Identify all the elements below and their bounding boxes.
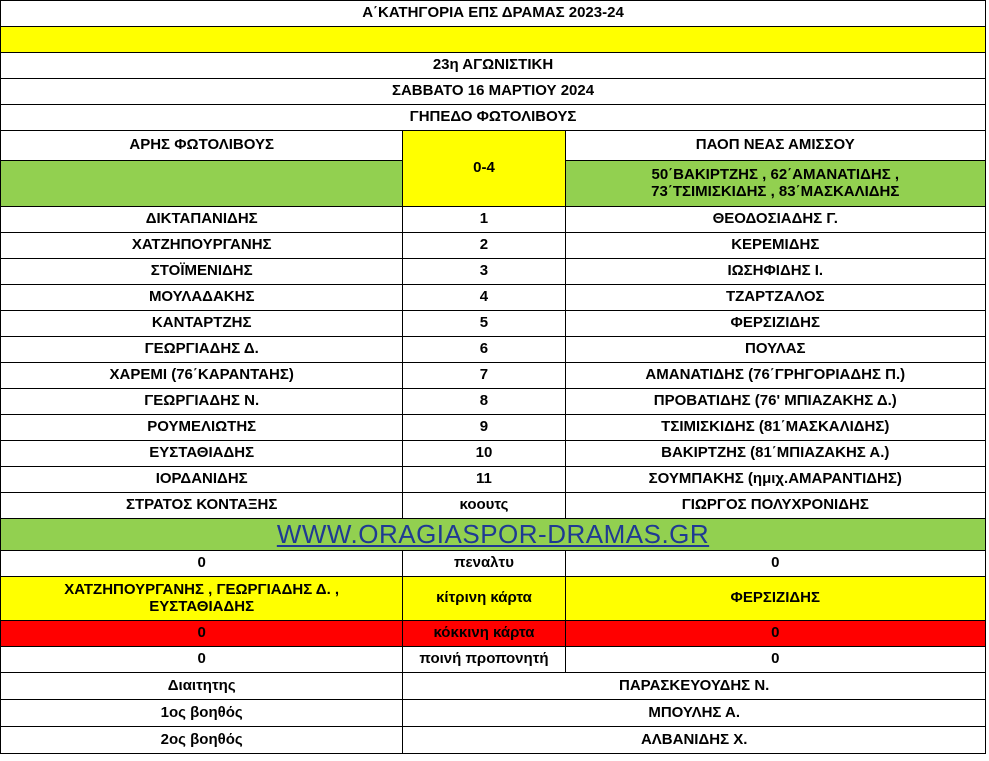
round-label: 23η ΑΓΩΝΙΣΤΙΚΗ — [1, 53, 986, 79]
home-red-cards: 0 — [1, 621, 403, 647]
website-banner — [1, 519, 986, 551]
away-player: ΤΣΙΜΙΣΚΙΔΗΣ (81΄ΜΑΣΚΑΛΙΔΗΣ) — [565, 415, 985, 441]
home-player: ΜΟΥΛΑΔΑΚΗΣ — [1, 285, 403, 311]
red-card-row — [1, 621, 986, 647]
away-coach: ΓΙΩΡΓΟΣ ΠΟΛΥΧΡΟΝΙΔΗΣ — [565, 493, 985, 519]
away-scorers — [565, 161, 985, 207]
official-row — [1, 727, 986, 754]
shirt-number: 4 — [403, 285, 565, 311]
home-yellow-cards-line-2: ΕΥΣΤΑΘΙΑΔΗΣ — [149, 597, 255, 615]
home-player: ΧΑΤΖΗΠΟΥΡΓΑΝΗΣ — [1, 233, 403, 259]
away-player: ΠΡΟΒΑΤΙΔΗΣ (76' ΜΠΙΑΖΑΚΗΣ Δ.) — [565, 389, 985, 415]
lineup-row — [1, 337, 986, 363]
lineup-row — [1, 207, 986, 233]
lineup-row — [1, 441, 986, 467]
yellow-band — [1, 27, 986, 53]
shirt-number: 6 — [403, 337, 565, 363]
lineup-row — [1, 415, 986, 441]
away-red-cards: 0 — [565, 621, 985, 647]
shirt-number: 8 — [403, 389, 565, 415]
home-player: ΡΟΥΜΕΛΙΩΤΗΣ — [1, 415, 403, 441]
website-link[interactable]: WWW.ORAGIASPOR-DRAMAS.GR — [276, 519, 710, 550]
red-card-label: κόκκινη κάρτα — [403, 621, 565, 647]
home-coach-penalty: 0 — [1, 647, 403, 673]
official-role: Διαιτητης — [1, 673, 403, 700]
lineup-row — [1, 259, 986, 285]
official-role: 1ος βοηθός — [1, 700, 403, 727]
away-player: ΦΕΡΣΙΖΙΔΗΣ — [565, 311, 985, 337]
coach-label: κοουτς — [403, 493, 565, 519]
yellow-card-label: κίτρινη κάρτα — [403, 577, 565, 621]
home-player: ΚΑΝΤΑΡΤΖΗΣ — [1, 311, 403, 337]
lineup-row — [1, 285, 986, 311]
away-coach-penalty: 0 — [565, 647, 985, 673]
lineup-row — [1, 389, 986, 415]
shirt-number: 10 — [403, 441, 565, 467]
away-yellow-cards: ΦΕΡΣΙΖΙΔΗΣ — [565, 577, 985, 621]
home-scorers — [1, 161, 403, 207]
venue: ΓΗΠΕΔΟ ΦΩΤΟΛΙΒΟΥΣ — [1, 105, 986, 131]
coach-penalty-label: ποινή προπονητή — [403, 647, 565, 673]
official-role: 2ος βοηθός — [1, 727, 403, 754]
lineup-row — [1, 363, 986, 389]
away-player: ΒΑΚΙΡΤΖΗΣ (81΄ΜΠΙΑΖΑΚΗΣ Α.) — [565, 441, 985, 467]
away-player: ΑΜΑΝΑΤΙΔΗΣ (76΄ΓΡΗΓΟΡΙΑΔΗΣ Π.) — [565, 363, 985, 389]
away-player: ΠΟΥΛΑΣ — [565, 337, 985, 363]
match-date: ΣΑΒΒΑΤΟ 16 ΜΑΡΤΙΟΥ 2024 — [1, 79, 986, 105]
lineup-row — [1, 311, 986, 337]
penalty-label: πεναλτυ — [403, 551, 565, 577]
shirt-number: 1 — [403, 207, 565, 233]
official-name: ΜΠΟΥΛΗΣ Α. — [403, 700, 986, 727]
yellow-card-row — [1, 577, 986, 621]
official-name: ΑΛΒΑΝΙΔΗΣ Χ. — [403, 727, 986, 754]
shirt-number: 2 — [403, 233, 565, 259]
shirt-number: 9 — [403, 415, 565, 441]
away-penalties: 0 — [565, 551, 985, 577]
lineup-row — [1, 467, 986, 493]
coaches-row — [1, 493, 986, 519]
away-player: ΣΟΥΜΠΑΚΗΣ (ημιχ.ΑΜΑΡΑΝΤΙΔΗΣ) — [565, 467, 985, 493]
penalty-row — [1, 551, 986, 577]
home-player: ΕΥΣΤΑΘΙΑΔΗΣ — [1, 441, 403, 467]
shirt-number: 7 — [403, 363, 565, 389]
shirt-number: 5 — [403, 311, 565, 337]
shirt-number: 3 — [403, 259, 565, 285]
home-coach: ΣΤΡΑΤΟΣ ΚΟΝΤΑΞΗΣ — [1, 493, 403, 519]
home-player: ΣΤΟΪΜΕΝΙΔΗΣ — [1, 259, 403, 285]
home-player: ΓΕΩΡΓΙΑΔΗΣ Δ. — [1, 337, 403, 363]
coach-penalty-row — [1, 647, 986, 673]
away-team-name: ΠΑΟΠ ΝΕΑΣ ΑΜΙΣΣΟΥ — [565, 131, 985, 161]
official-row — [1, 673, 986, 700]
home-penalties: 0 — [1, 551, 403, 577]
home-player: ΧΑΡΕΜΙ (76΄ΚΑΡΑΝΤΑΗΣ) — [1, 363, 403, 389]
competition-title: Α΄ΚΑΤΗΓΟΡΙΑ ΕΠΣ ΔΡΑΜΑΣ 2023-24 — [1, 1, 986, 27]
home-yellow-cards — [1, 577, 403, 621]
away-player: ΙΩΣΗΦΙΔΗΣ Ι. — [565, 259, 985, 285]
away-scorers-line-1: 50΄ΒΑΚΙΡΤΖΗΣ , 62΄ΑΜΑΝΑΤΙΔΗΣ , — [651, 166, 900, 183]
away-player: ΘΕΟΔΟΣΙΑΔΗΣ Γ. — [565, 207, 985, 233]
away-scorers-line-2: 73΄ΤΣΙΜΙΣΚΙΔΗΣ , 83΄ΜΑΣΚΑΛΙΔΗΣ — [651, 182, 900, 200]
shirt-number: 11 — [403, 467, 565, 493]
away-player: ΤΖΑΡΤΖΑΛΟΣ — [565, 285, 985, 311]
lineup-row — [1, 233, 986, 259]
home-team-name: ΑΡΗΣ ΦΩΤΟΛΙΒΟΥΣ — [1, 131, 403, 161]
home-player: ΓΕΩΡΓΙΑΔΗΣ Ν. — [1, 389, 403, 415]
home-player: ΔΙΚΤΑΠΑΝΙΔΗΣ — [1, 207, 403, 233]
final-score: 0-4 — [403, 131, 565, 207]
official-row — [1, 700, 986, 727]
official-name: ΠΑΡΑΣΚΕΥΟΥΔΗΣ Ν. — [403, 673, 986, 700]
home-player: ΙΟΡΔΑΝΙΔΗΣ — [1, 467, 403, 493]
away-player: ΚΕΡΕΜΙΔΗΣ — [565, 233, 985, 259]
home-yellow-cards-line-1: ΧΑΤΖΗΠΟΥΡΓΑΝΗΣ , ΓΕΩΡΓΙΑΔΗΣ Δ. , — [64, 581, 340, 598]
